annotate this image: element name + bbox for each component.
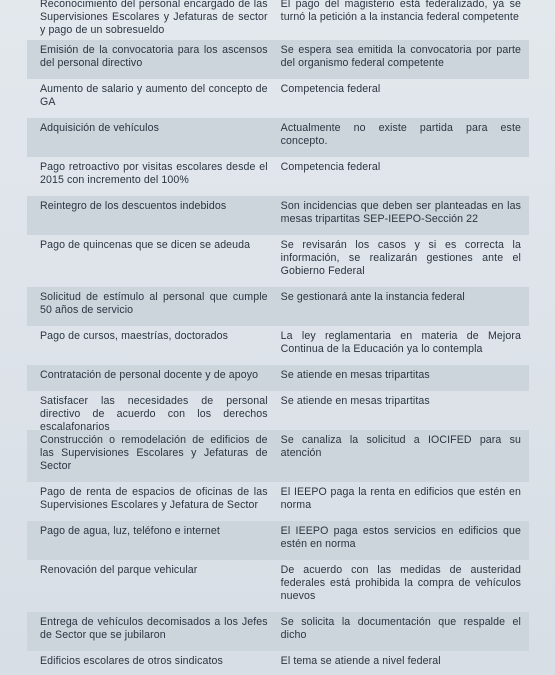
demand-cell: Adquisición de vehículos (40, 122, 160, 134)
table-row (27, 79, 529, 118)
demand-cell: Pago de cursos, maestrías, doctorados (40, 330, 229, 342)
response-cell: Competencia federal (280, 161, 381, 173)
demand-cell: Pago de renta de espacios de oficinas de las Supervisiones Escolares y Jefatura de Sector (40, 486, 268, 511)
demand-cell: Pago de agua, luz, teléfono e internet (40, 525, 220, 537)
response-cell: La ley reglamentaria en materia de Mejora Continua de la Educación ya lo contempla (280, 330, 521, 355)
table-row (27, 560, 529, 612)
table-row (27, 326, 529, 365)
demand-cell: Solicitud de estímulo al personal que cumple 50 años de servicio (40, 291, 268, 316)
table-row (27, 196, 529, 235)
table-row (27, 612, 529, 651)
demand-cell: Pago retroactivo por visitas escolares desde el 2015 con incremento del 100% (40, 161, 268, 186)
demands-table (27, 0, 529, 675)
demand-cell: Edificios escolares de otros sindicatos (40, 655, 223, 667)
response-cell: El IEEPO paga estos servicios en edificios que estén en norma (280, 525, 521, 550)
demand-cell: Pago de quincenas que se dicen se adeuda (40, 239, 251, 251)
response-cell: El pago del magisterio está federalizado, ya se turnó la petición a la instancia federal competente (280, 0, 521, 23)
table-row (27, 651, 529, 675)
table-row (27, 235, 529, 287)
response-cell: Se revisarán los casos y si es correcta la información, se realizarán gestiones ante el Gobierno Federal (280, 239, 521, 277)
table-row (27, 521, 529, 560)
table-row (27, 365, 529, 391)
demand-cell: Contratación de personal docente y de apoyo (40, 369, 259, 381)
response-cell: Se solicita la documentación que respalde el dicho (280, 616, 521, 641)
demand-cell: Reintegro de los descuentos indebidos (40, 200, 227, 212)
demand-cell: Reconocimiento del personal encargado de las Supervisiones Escolares y Jefaturas de sector y pago de un sobresueldo (40, 0, 268, 36)
response-cell: Se atiende en mesas tripartitas (280, 395, 430, 407)
table-row (27, 157, 529, 196)
response-cell: Actualmente no existe partida para este concepto. (280, 122, 521, 147)
demand-cell: Construcción o remodelación de edificios de las Supervisiones Escolares y Jefaturas de Sector (40, 434, 268, 472)
response-cell: El IEEPO paga la renta en edificios que estén en norma (280, 486, 521, 511)
table-row (27, 40, 529, 79)
table-row (27, 430, 529, 482)
demand-cell: Aumento de salario y aumento del concepto de GA (40, 83, 268, 108)
response-cell: Son incidencias que deben ser planteadas en las mesas tripartitas SEP-IEEPO-Sección 22 (280, 200, 521, 225)
response-cell: De acuerdo con las medidas de austeridad federales está prohibida la compra de vehículos nuevos (280, 564, 521, 602)
table-row (27, 391, 529, 433)
response-cell: Competencia federal (280, 83, 381, 95)
table-row (27, 287, 529, 326)
table-row (27, 118, 529, 157)
response-cell: Se espera sea emitida la convocatoria por parte del organismo federal competente (280, 44, 521, 69)
table-row (27, 0, 529, 40)
demand-cell: Entrega de vehículos decomisados a los Jefes de Sector que se jubilaron (40, 616, 268, 641)
response-cell: Se canaliza la solicitud a IOCIFED para su atención (280, 434, 521, 459)
demand-cell: Renovación del parque vehicular (40, 564, 198, 576)
response-cell: El tema se atiende a nivel federal (280, 655, 441, 667)
demand-cell: Emisión de la convocatoria para los ascensos del personal directivo (40, 44, 268, 69)
response-cell: Se gestionará ante la instancia federal (280, 291, 465, 303)
response-cell: Se atiende en mesas tripartitas (280, 369, 430, 381)
table-row (27, 482, 529, 521)
demand-cell: Satisfacer las necesidades de personal directivo de acuerdo con los derechos escalafonarios (40, 395, 268, 433)
